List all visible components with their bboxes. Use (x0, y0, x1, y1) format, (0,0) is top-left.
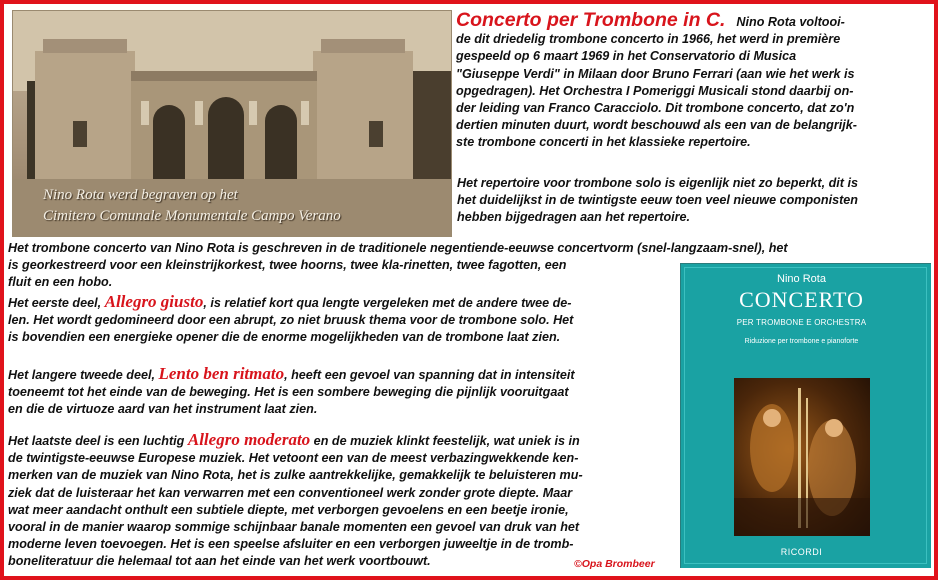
repertoire-line: het duidelijkst in de twintigste eeuw toen veel nieuwe componisten (457, 193, 858, 208)
movement-3-line: vooral in de manier waarop sommige schijnbaar banale momenten een gevoel van druk van het (8, 520, 580, 535)
movement-3-line: ziek dat de luisteraar het kan verwarren met een conventioneel werk zonder grote diepte. Maar (8, 485, 573, 500)
movement-1-name: Allegro giusto (104, 292, 204, 311)
form-line: fluit en een hobo. (8, 275, 113, 290)
cover-reduction: Riduzione per trombone e pianoforte (744, 338, 859, 345)
movement-2-line: toeneemt tot het einde van de beweging. Het is een sombere beweging die pijnlijk vooruitgaat (8, 385, 569, 400)
orchestra-painting-illustration (734, 378, 870, 536)
repertoire-line: Het repertoire voor trombone solo is eigenlijk niet zo beperkt, dit is (457, 176, 858, 190)
cover-title: CONCERTO (739, 287, 864, 312)
movement-3-paragraph (8, 431, 676, 571)
intro-line: ste trombone concerti in het klassieke repertoire. (456, 135, 751, 150)
movement-3-rest: en de muziek klinkt feestelijk, wat uniek is in (310, 434, 580, 448)
intro-line: opgedragen). Het Orchestra I Pomeriggi Musicali stond daarbij on- (456, 83, 854, 98)
repertoire-paragraph (457, 175, 932, 227)
sheet-music-cover (680, 263, 931, 568)
movement-2-paragraph (8, 365, 673, 419)
movement-1-prefix: Het eerste deel, (8, 296, 105, 310)
photo-caption-line2: Cimitero Comunale Monumentale Campo Verano (43, 208, 341, 224)
movement-1-line: len. Het wordt gedomineerd door een abrupt, zo niet bruusk thema voor de trombone solo. Het (8, 313, 574, 328)
intro-line: dertien minuten duurt, wordt beschouwd als een van de belangrijk- (456, 118, 857, 133)
movement-3-line: merken van de muziek van Nino Rota, het is zulke aantrekkelijke, gemakkelijk te beluisteren mu- (8, 468, 583, 483)
movement-3-line: wat meer aandacht onthult een subtiele diepte, met verborgen gevoelens en een beetje ironie, (8, 502, 569, 517)
intro-line: gespeeld op 6 maart 1969 in het Conservatorio di Musica (456, 49, 797, 64)
movement-2-rest: , heeft een gevoel van spanning dat in intensiteit (284, 368, 575, 382)
cover-artwork (734, 378, 870, 536)
intro-line: de dit driedelig trombone concerto in 1966, het werd in première (456, 32, 841, 47)
movement-1-rest: , is relatief kort qua lengte vergeleken met de andere twee de- (203, 296, 572, 310)
cover-composer: Nino Rota (777, 273, 826, 285)
movement-3-name: Allegro moderato (187, 430, 311, 449)
intro-line: der leiding van Franco Caracciolo. Dit trombone concerto, dat zo'n (456, 101, 855, 116)
movement-2-name: Lento ben ritmato (158, 364, 285, 383)
movement-3-line: de twintigste-eeuwse Europese muziek. Het vetoont een van de meest verbazingwekkende ken- (8, 451, 579, 466)
movement-1-paragraph (8, 293, 673, 347)
movement-2-prefix: Het langere tweede deel, (8, 368, 159, 382)
movement-2-line: en die de virtuoze aard van het instrument laat zien. (8, 402, 318, 417)
page-title: Concerto per Trombone in C. (456, 9, 726, 31)
movement-3-line: moderne leven toevoegen. Het is een speelse afsluiter en een verborgen juweeltje in de tromb- (8, 537, 574, 552)
copyright-notice: ©Opa Brombeer (574, 558, 655, 570)
intro-block (456, 9, 931, 152)
cover-publisher: RICORDI (780, 547, 823, 557)
form-line: is georkestreerd voor een kleinstrijkorkest, twee hoorns, twee kla-rinetten, twee fagotten, een (8, 258, 567, 273)
repertoire-line: hebben bijgedragen aan het repertoire. (457, 210, 691, 225)
cemetery-photo (12, 10, 452, 237)
intro-line: "Giuseppe Verdi" in Milaan door Bruno Ferrari (aan wie het werk is (456, 66, 855, 81)
form-line: Het trombone concerto van Nino Rota is geschreven in de traditionele negentiende-eeuwse concertvorm (snel-langzaam-snel), het (8, 241, 788, 255)
photo-caption-line1: Nino Rota werd begraven op het (43, 187, 238, 203)
intro-line-1: Nino Rota voltooi- (736, 15, 845, 29)
movement-1-line: is bovendien een energieke opener die de enorme mogelijkheden van de trombone laat zien. (8, 330, 561, 345)
movement-3-prefix: Het laatste deel is een luchtig (8, 434, 188, 448)
cover-subtitle: PER TROMBONE E ORCHESTRA (736, 318, 867, 327)
movement-3-line: boneliteratuur die helemaal tot aan het einde van het werk voortbouwt. (8, 554, 431, 569)
